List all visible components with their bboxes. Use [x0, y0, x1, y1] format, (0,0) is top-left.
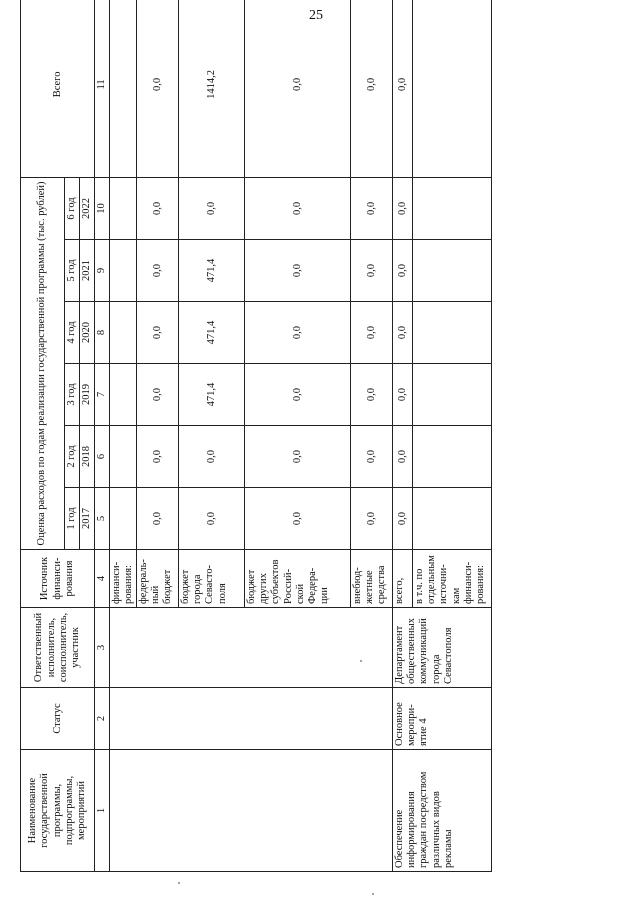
value-cell [110, 302, 137, 364]
value-cell: 0,0 [393, 177, 413, 239]
value-cell: 0,0 [137, 488, 179, 550]
value-cell: 0,0 [393, 302, 413, 364]
value-cell: 0,0 [179, 177, 245, 239]
year-label: 4 год [65, 302, 80, 364]
value-cell: 0,0 [137, 177, 179, 239]
table-row [393, 0, 413, 872]
year-label: 1 год [65, 488, 80, 550]
col-number: 6 [95, 426, 110, 488]
value-cell: 0,0 [393, 426, 413, 488]
source-cell: в т.ч. по отдельным источни-кам финанси-рования: [413, 550, 492, 608]
value-cell [413, 302, 492, 364]
total-cell: 0,0 [137, 0, 179, 177]
value-cell [413, 426, 492, 488]
col-number: 1 [95, 750, 110, 872]
rotated-table-container [20, 32, 492, 872]
name-cell-empty [110, 750, 393, 872]
year-value: 2017 [80, 488, 95, 550]
value-cell: 0,0 [137, 240, 179, 302]
col-number: 4 [95, 550, 110, 608]
source-cell: финанси-рования: [110, 550, 137, 608]
value-cell: 0,0 [245, 240, 351, 302]
value-cell: 0,0 [179, 426, 245, 488]
source-cell: бюджет города Севасто-поля [179, 550, 245, 608]
source-cell: федераль-ный бюджет [137, 550, 179, 608]
column-numbers-row [95, 0, 110, 872]
source-cell: внебюд-жетные средства [351, 550, 393, 608]
value-cell: 0,0 [179, 488, 245, 550]
value-cell: 0,0 [351, 426, 393, 488]
total-cell: 0,0 [245, 0, 351, 177]
value-cell [413, 364, 492, 426]
scan-speck [360, 660, 362, 662]
responsible-cell-empty [110, 608, 393, 688]
year-label: 5 год [65, 240, 80, 302]
expenditure-table [20, 0, 492, 872]
value-cell [110, 177, 137, 239]
scan-speck [178, 882, 180, 884]
value-cell [110, 426, 137, 488]
value-cell: 0,0 [245, 488, 351, 550]
source-cell: всего, [393, 550, 413, 608]
year-value: 2019 [80, 364, 95, 426]
col-number: 5 [95, 488, 110, 550]
header-estimate: Оценка расходов по годам реализации государственной программы (тыс. рублей) [21, 177, 65, 549]
value-cell: 0,0 [393, 364, 413, 426]
value-cell: 0,0 [351, 240, 393, 302]
col-number: 3 [95, 608, 110, 688]
value-cell: 0,0 [245, 302, 351, 364]
total-cell: 0,0 [393, 0, 413, 177]
col-number: 10 [95, 177, 110, 239]
value-cell [413, 488, 492, 550]
col-number: 11 [95, 0, 110, 177]
value-cell: 0,0 [393, 240, 413, 302]
measure-name: Обеспечение информирования граждан посредством различных видов рекламы [393, 750, 492, 872]
value-cell: 0,0 [351, 488, 393, 550]
header-responsible: Ответственный исполнитель, соисполнитель, участник [21, 608, 95, 688]
header-source: Источник финанси-рования [21, 550, 95, 608]
header-status: Статус [21, 688, 95, 750]
value-cell [110, 488, 137, 550]
value-cell: 0,0 [137, 426, 179, 488]
value-cell: 471,4 [179, 302, 245, 364]
source-cell: бюджет других субъектов Россий-ской Федера-ции [245, 550, 351, 608]
value-cell [413, 177, 492, 239]
value-cell: 0,0 [351, 177, 393, 239]
value-cell: 0,0 [393, 488, 413, 550]
status-cell-empty [110, 688, 393, 750]
year-label: 2 год [65, 426, 80, 488]
table-row [110, 0, 137, 872]
value-cell [110, 364, 137, 426]
header-name: Наименование государственной программы, подпрограммы, мероприятий [21, 750, 95, 872]
total-cell [110, 0, 137, 177]
col-number: 2 [95, 688, 110, 750]
total-cell: 0,0 [351, 0, 393, 177]
value-cell: 0,0 [245, 426, 351, 488]
value-cell: 0,0 [245, 177, 351, 239]
page-number: 25 [309, 8, 323, 23]
col-number: 8 [95, 302, 110, 364]
value-cell: 471,4 [179, 240, 245, 302]
value-cell: 0,0 [137, 364, 179, 426]
col-number: 7 [95, 364, 110, 426]
value-cell [413, 240, 492, 302]
value-cell: 0,0 [351, 302, 393, 364]
year-value: 2020 [80, 302, 95, 364]
total-cell [413, 0, 492, 177]
value-cell: 471,4 [179, 364, 245, 426]
col-number: 9 [95, 240, 110, 302]
year-value: 2022 [80, 177, 95, 239]
value-cell: 0,0 [137, 302, 179, 364]
measure-status: Основное меропри-ятие 4 [393, 688, 492, 750]
year-value: 2018 [80, 426, 95, 488]
value-cell: 0,0 [245, 364, 351, 426]
scan-speck [372, 893, 374, 895]
year-label: 3 год [65, 364, 80, 426]
year-value: 2021 [80, 240, 95, 302]
value-cell [110, 240, 137, 302]
measure-responsible: Департамент общественных коммуникаций города Севастополя [393, 608, 492, 688]
year-label: 6 год [65, 177, 80, 239]
value-cell: 0,0 [351, 364, 393, 426]
total-cell: 1414,2 [179, 0, 245, 177]
header-total: Всего [21, 0, 95, 177]
